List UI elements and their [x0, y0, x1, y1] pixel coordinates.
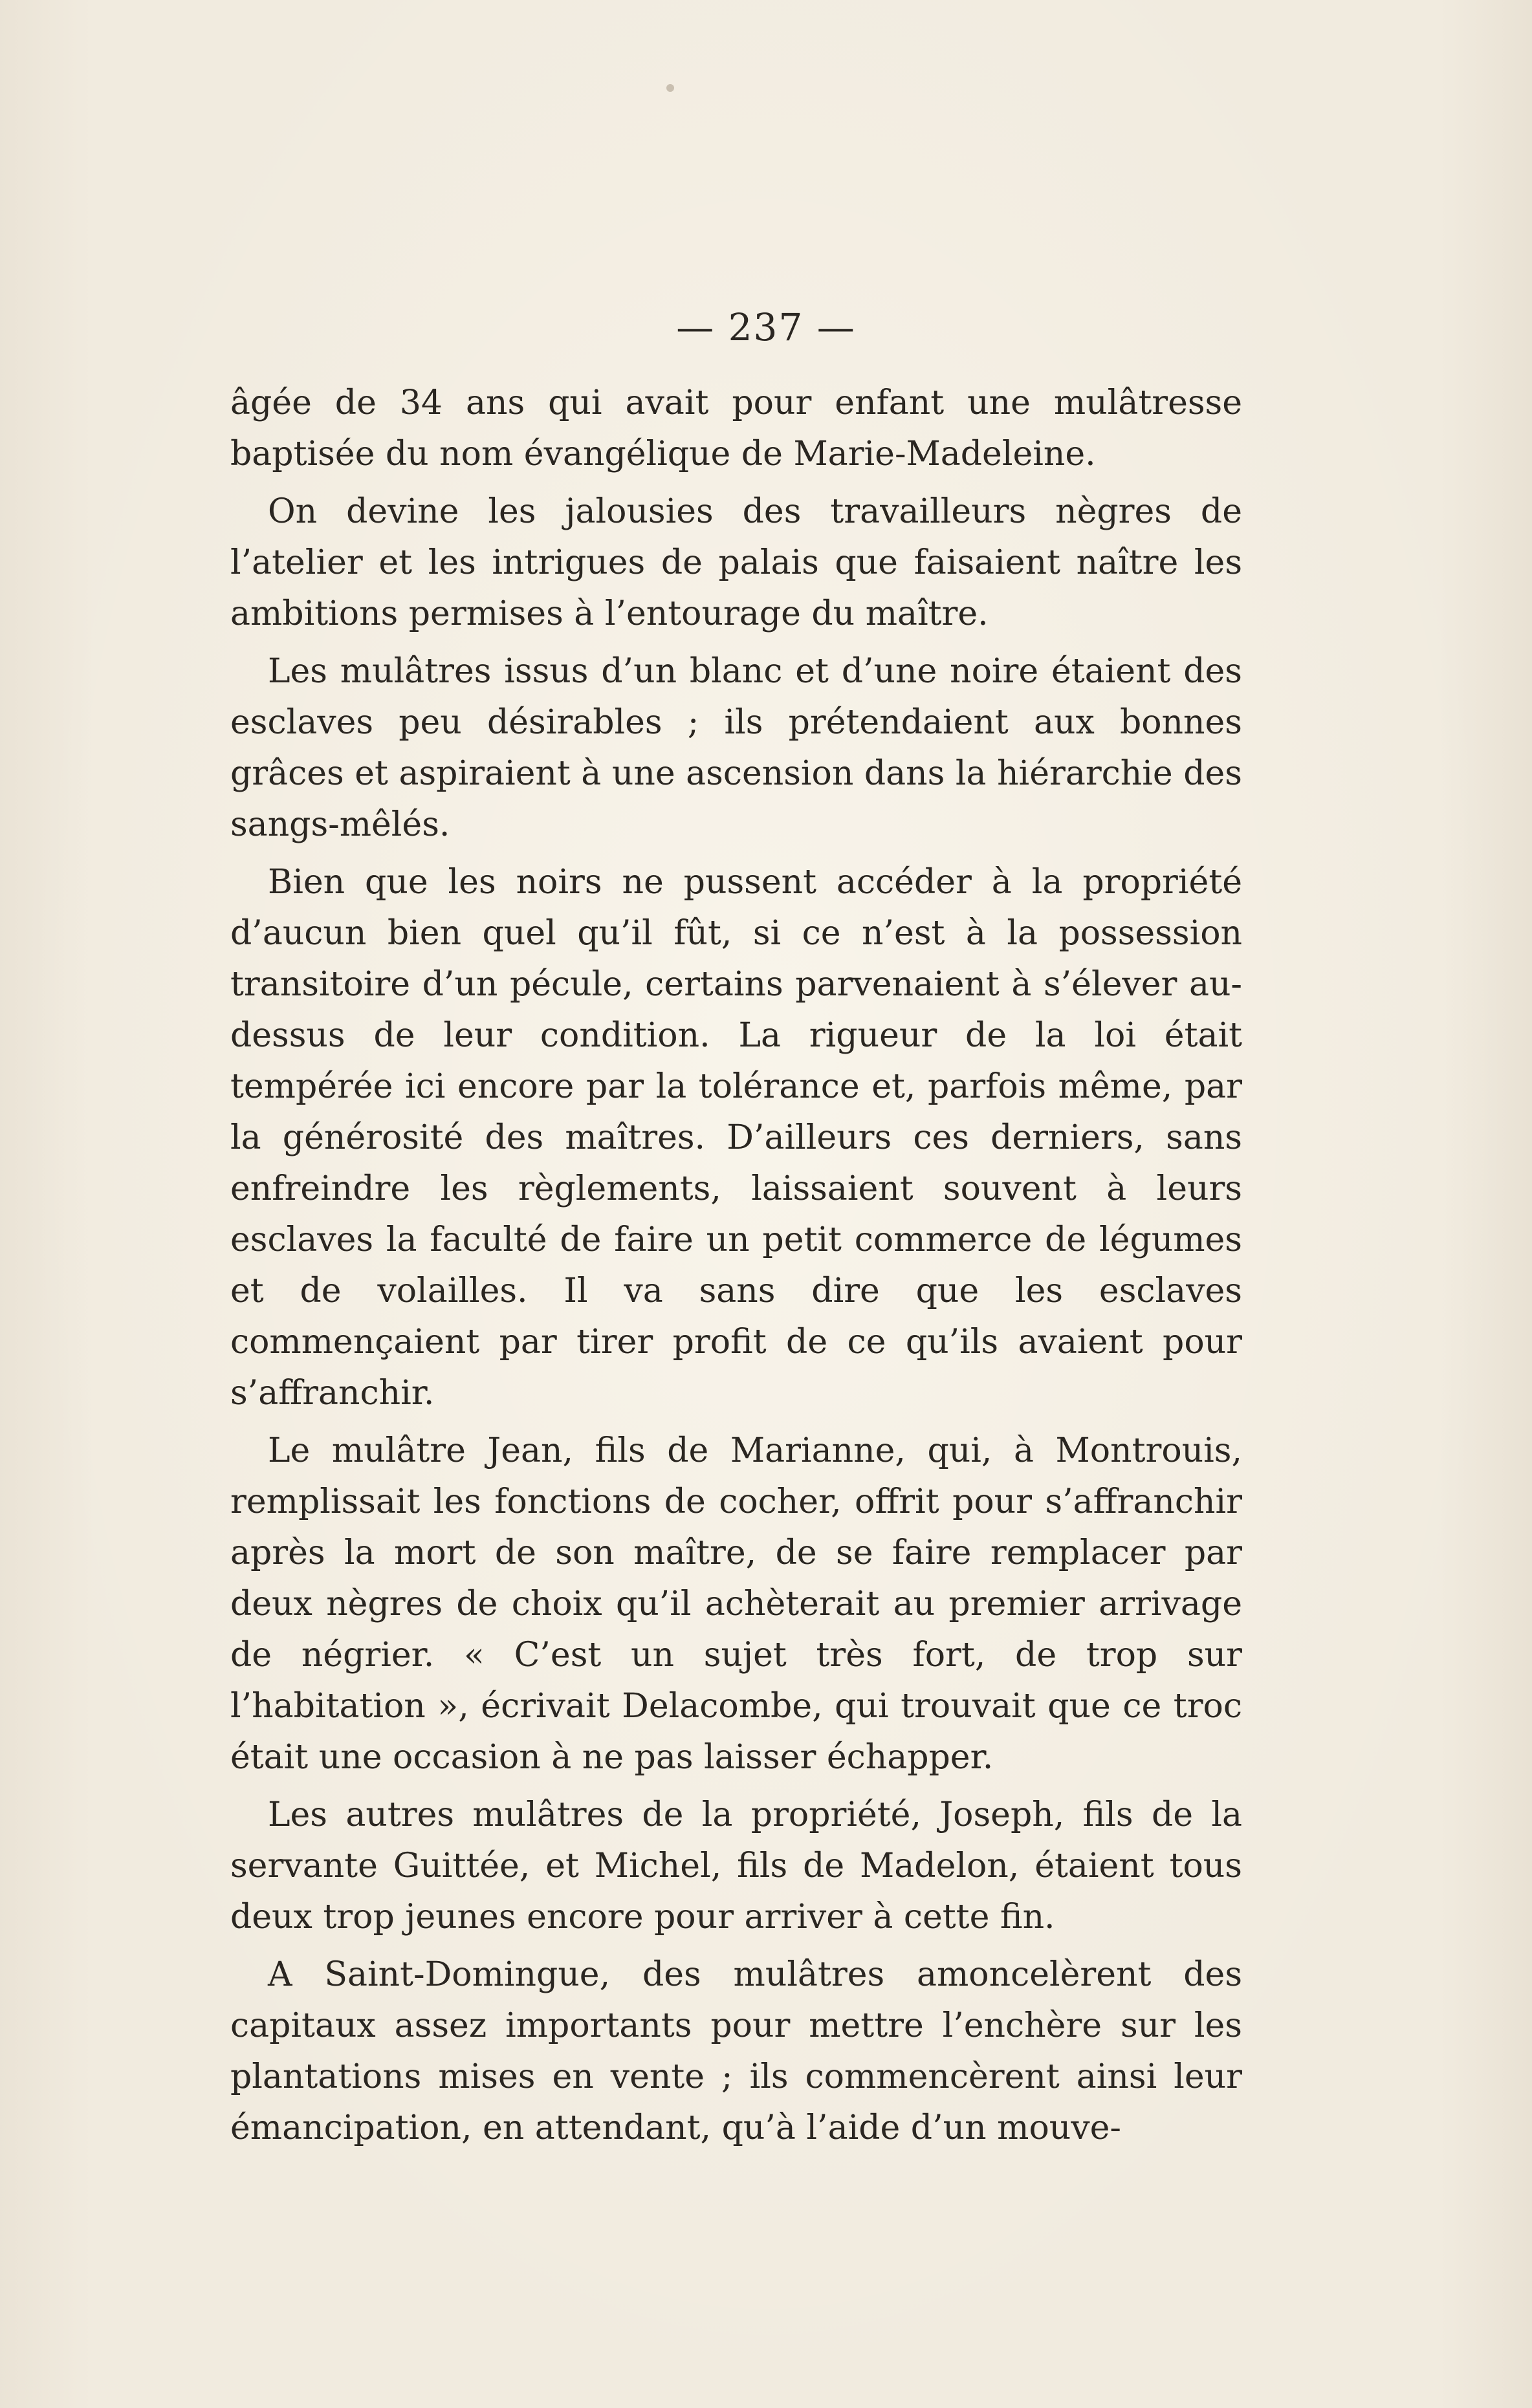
paragraph: Bien que les noirs ne pussent accéder à la propriété d’aucun bien quel qu’il fût, si ce n’est à la possession transitoire d’un pécule, certains parvenaient à s’élever au-dessus de leur condition. La rigueur de la loi était tempérée ici encore par la tolérance et, parfois même, par la générosité des maîtres. D’ailleurs ces derniers, sans enfreindre les règlements, laissaient souvent à leurs esclaves la faculté de faire un petit commerce de légumes et de volailles. Il va sans dire que les esclaves commençaient par tirer profit de ce qu’ils avaient pour s’affranchir. [230, 863, 1242, 1413]
paragraph: Le mulâtre Jean, fils de Marianne, qui, à Montrouis, remplissait les fonctions de cocher, offrit pour s’affranchir après la mort de son maître, de se faire remplacer par deux nègres de choix qu’il achèterait au premier arrivage de négrier. « C’est un sujet très fort, de trop sur l’habitation », écrivait Delacombe, qui trouvait que ce troc était une occasion à ne pas laisser échapper. [230, 1431, 1242, 1777]
paragraph: On devine les jalousies des travailleurs nègres de l’atelier et les intrigues de palais que faisaient naître les ambitions permises à l’entourage du maître. [230, 492, 1242, 633]
paragraph: âgée de 34 ans qui avait pour enfant une mulâtresse baptisée du nom évangélique de Marie-Madeleine. [230, 384, 1242, 473]
paragraph: A Saint-Domingue, des mulâtres amoncelèrent des capitaux assez importants pour mettre l’enchère sur les plantations mises en vente ; ils commencèrent ainsi leur émancipation, en attendant, qu’à l’aide d’un mouve- [230, 1955, 1242, 2147]
page-number: — 237 — [676, 305, 856, 349]
paper-speck [666, 84, 674, 92]
body-text [230, 378, 1242, 2160]
paragraph: Les mulâtres issus d’un blanc et d’une noire étaient des esclaves peu désirables ; ils prétendaient aux bonnes grâces et aspiraient à une ascension dans la hiérarchie des sangs-mêlés. [230, 652, 1242, 844]
paragraph: Les autres mulâtres de la propriété, Joseph, fils de la servante Guittée, et Michel, fils de Madelon, étaient tous deux trop jeunes encore pour arriver à cette fin. [230, 1795, 1242, 1936]
